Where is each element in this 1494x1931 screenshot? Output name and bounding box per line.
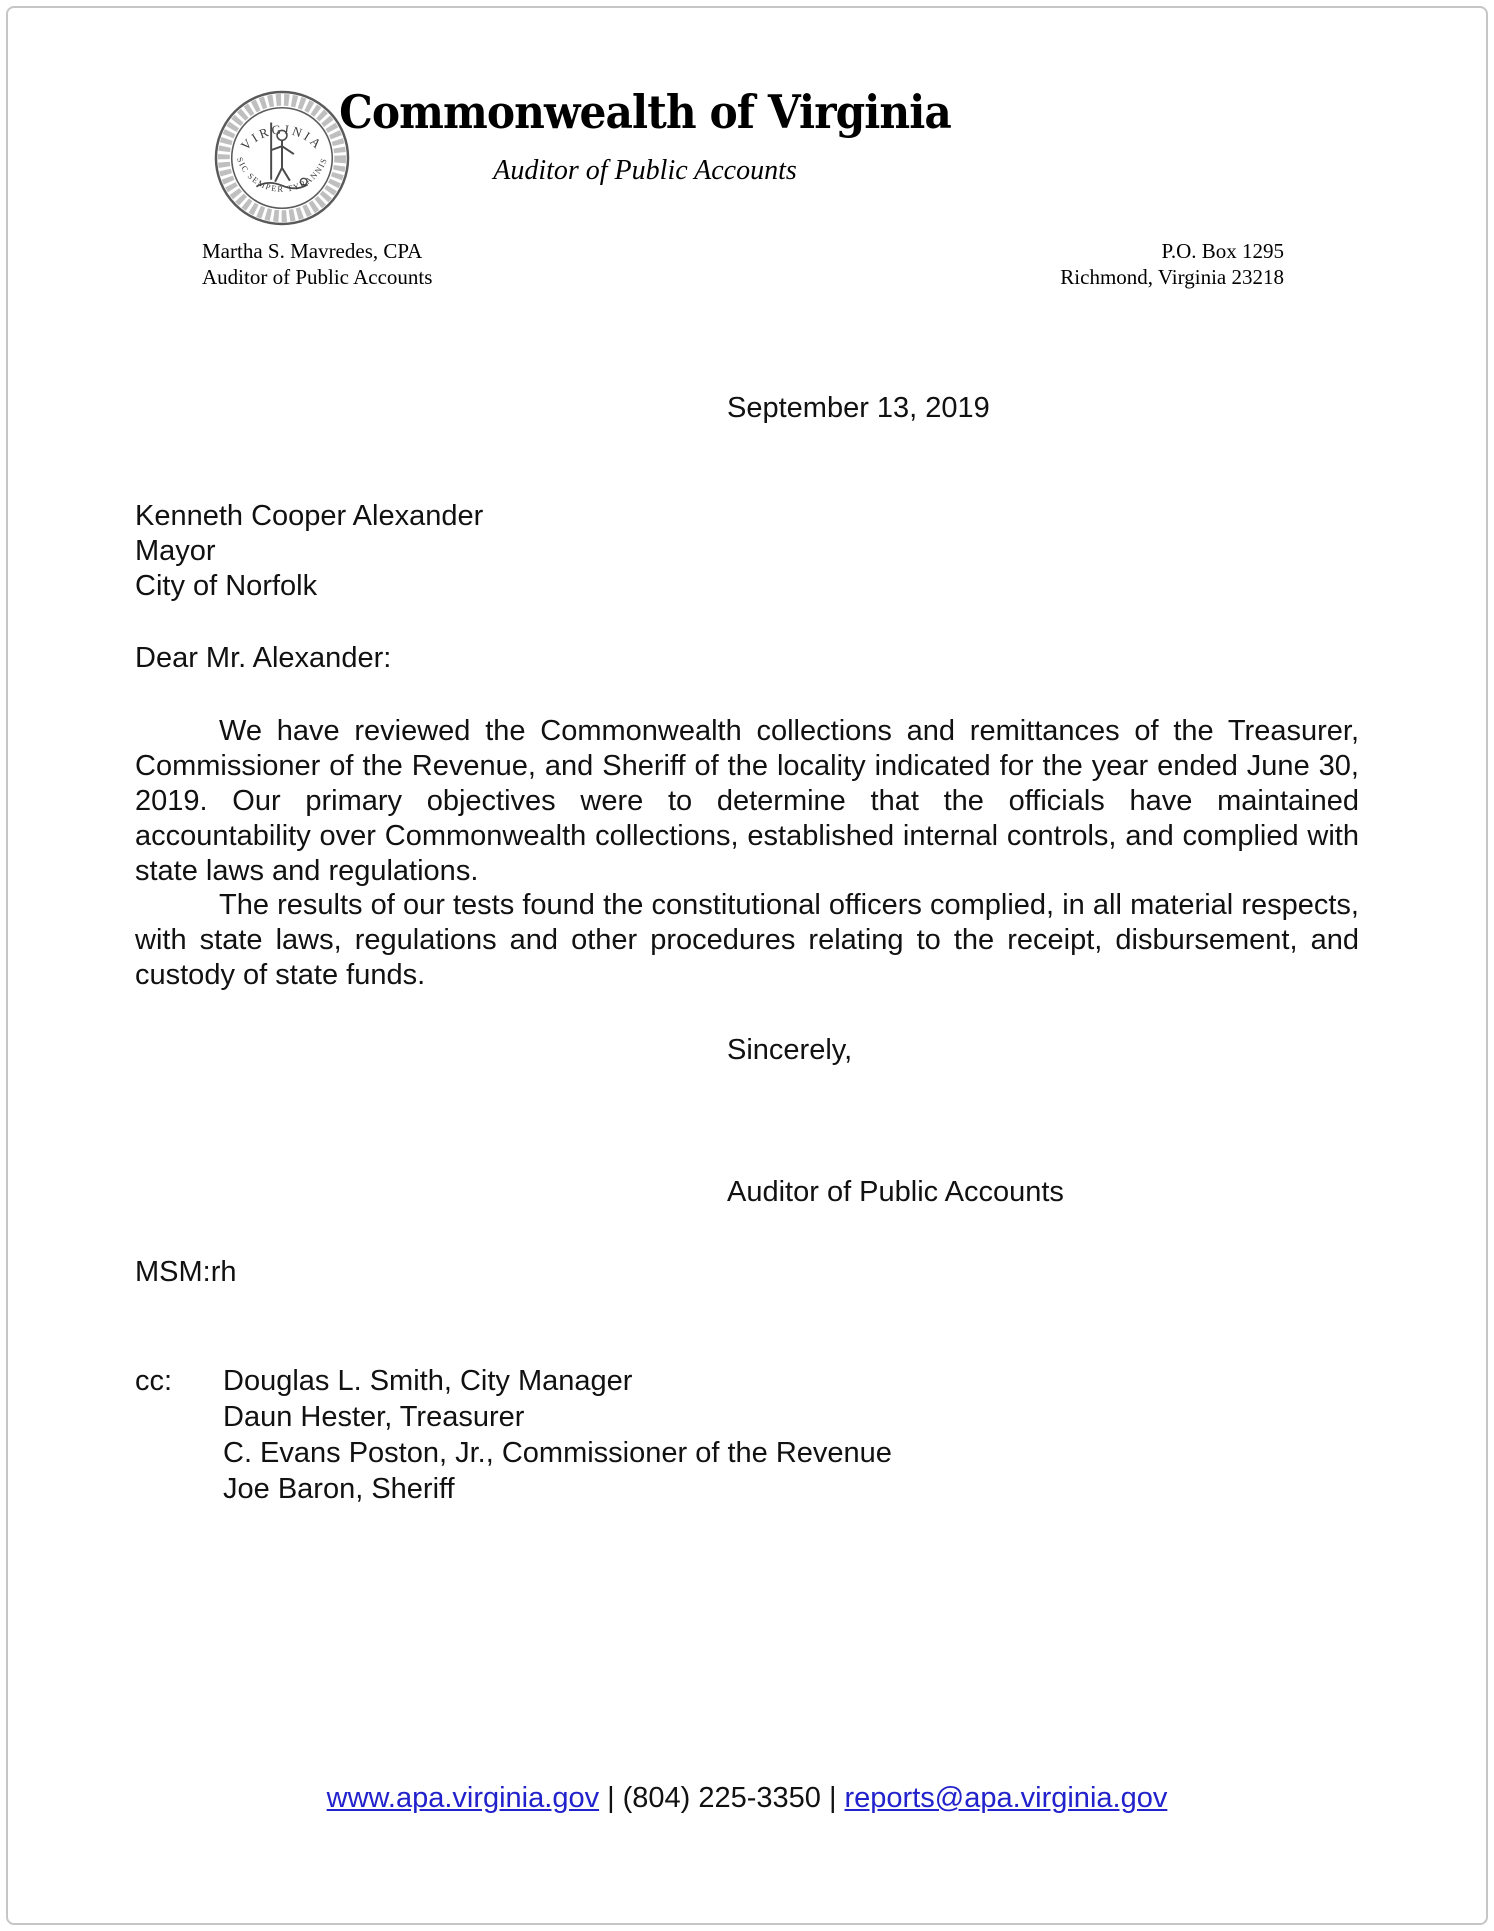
- phone-number: (804) 225-3350: [622, 1782, 821, 1814]
- email-link[interactable]: reports@apa.virginia.gov: [844, 1782, 1168, 1814]
- cc-label: cc:: [135, 1365, 173, 1397]
- recipient-block: [135, 499, 483, 604]
- recipient-name: Kenneth Cooper Alexander: [135, 500, 484, 532]
- auditor-title: Auditor of Public Accounts: [202, 265, 433, 289]
- footer-separator: |: [607, 1782, 615, 1814]
- website-link[interactable]: www.apa.virginia.gov: [326, 1782, 600, 1814]
- cc-list: [223, 1363, 892, 1507]
- closing: Sincerely,: [727, 1034, 853, 1066]
- org-title: Commonwealth of Virginia: [339, 85, 951, 139]
- recipient-locality: City of Norfolk: [135, 570, 318, 602]
- reference-initials: MSM:rh: [135, 1256, 237, 1288]
- seal-bottom-text: SIC SEMPER TYRANNIS: [234, 156, 330, 194]
- salutation: Dear Mr. Alexander:: [135, 642, 392, 674]
- auditor-name-block: [202, 238, 432, 290]
- org-subtitle: Auditor of Public Accounts: [493, 155, 797, 186]
- seal-top-text: VIRGINIA: [238, 122, 326, 154]
- auditor-name: Martha S. Mavredes, CPA: [202, 239, 423, 263]
- signature-title: Auditor of Public Accounts: [727, 1176, 1064, 1208]
- address-block: [1060, 238, 1284, 290]
- letter-date: September 13, 2019: [727, 392, 990, 424]
- footer-separator: |: [828, 1782, 837, 1814]
- cc-item: Douglas L. Smith, City Manager: [223, 1365, 633, 1397]
- cc-item: Joe Baron, Sheriff: [223, 1473, 455, 1505]
- footer-contact-line: [135, 1781, 1359, 1816]
- recipient-role: Mayor: [135, 535, 216, 567]
- cc-block: [135, 1363, 892, 1507]
- city-state-zip: Richmond, Virginia 23218: [1060, 265, 1284, 289]
- paragraph-1: We have reviewed the Commonwealth collections and remittances of the Treasurer, Commissioner of the Revenue, and Sheriff of the locality indicated for the year ended June 30, 2019. Our primary objectives were to determine that the officials have maintained accountability over Commonwealth collections, established internal controls, and complied with state laws and regulations.: [135, 715, 1359, 887]
- letterhead: [295, 84, 995, 188]
- cc-item: C. Evans Poston, Jr., Commissioner of the Revenue: [223, 1437, 892, 1469]
- po-box: P.O. Box 1295: [1161, 239, 1284, 263]
- cc-item: Daun Hester, Treasurer: [223, 1401, 525, 1433]
- paragraph-2: The results of our tests found the constitutional officers complied, in all material respects, with state laws, regulations and other procedures relating to the receipt, disbursement, and custody of state funds.: [135, 889, 1359, 991]
